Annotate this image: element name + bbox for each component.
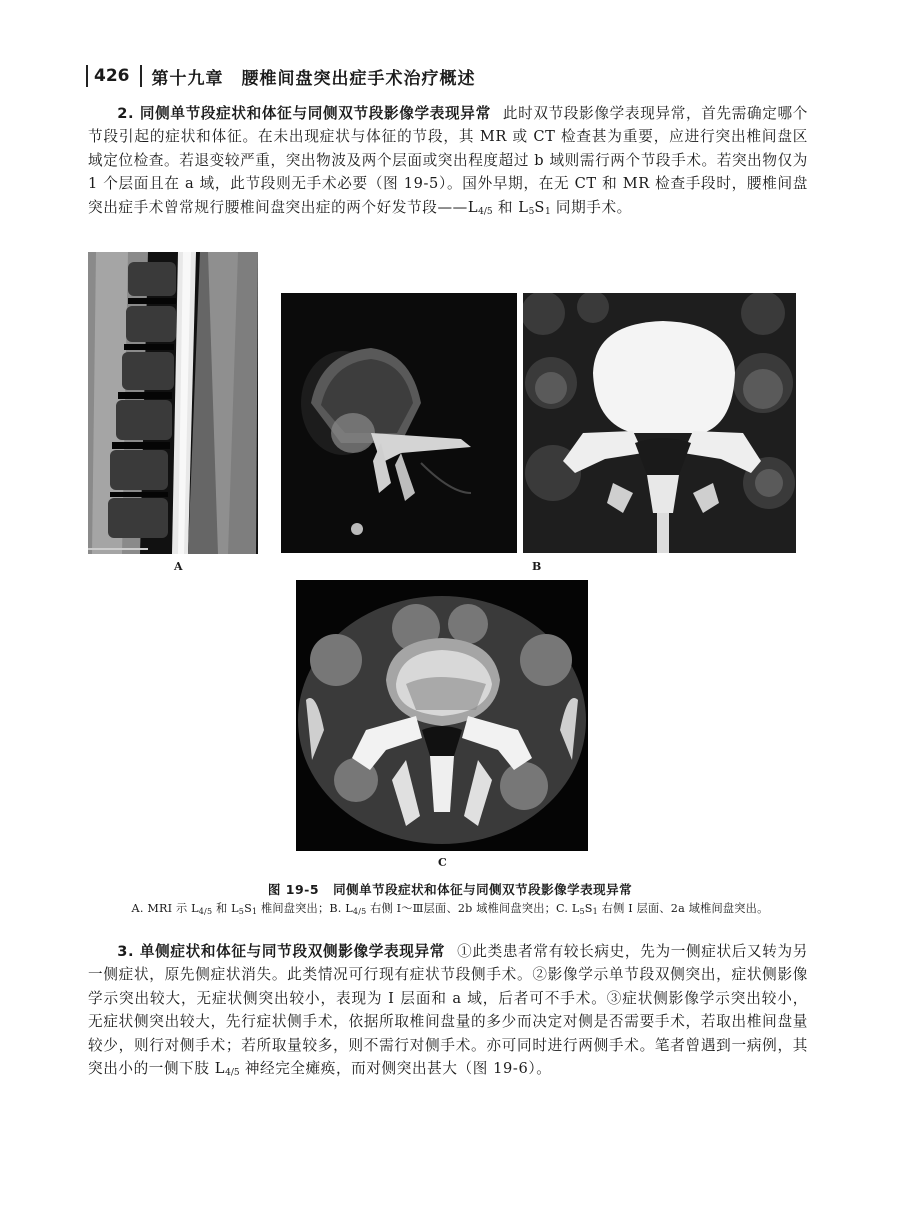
caption-text: 和 L bbox=[212, 902, 239, 915]
paragraph-2-text: 神经完全瘫痪，而对侧突出甚大（图 19-6）。 bbox=[239, 1060, 552, 1078]
paragraph-2-text: ①此类患者常有较长病史，先为一侧症状后又转为另一侧症状，原先侧症状消失。此类情况可行现有症状节段侧手术。②影像学示单节段双侧突出，症状侧影像学示突出较大，无症状侧突出较小，表现为 Ⅰ 层面和 a 域，后者可不手术。③症状侧影像学示突出较小，无症状侧突出较大，先行症状侧手术，依据所取椎间盘量的多少而决定对侧是否需要手术，若取出椎间盘量较少，则行对侧手术；若所取量较多，则不需行对侧手术。亦可同时进行两侧手术。笔者曾遇到一病例，其突出小的一侧下肢 L bbox=[88, 943, 808, 1078]
ct-axial-drawing-b1 bbox=[281, 293, 517, 553]
subscript: 1 bbox=[544, 206, 551, 217]
caption-text: S bbox=[584, 902, 593, 915]
paragraph-1 bbox=[88, 102, 808, 224]
figure-number: 图 19-5 bbox=[267, 882, 320, 897]
caption-text: A. MRI 示 L bbox=[131, 902, 199, 915]
figure-caption-title bbox=[0, 880, 900, 898]
ct-axial-image-c bbox=[296, 580, 588, 851]
paragraph-1-heading: 2. 同侧单节段症状和体征与同侧双节段影像学表现异常 bbox=[117, 105, 491, 122]
panel-label-c: C bbox=[438, 856, 447, 869]
running-header bbox=[86, 64, 476, 88]
paragraph-1-text: 和 L bbox=[492, 198, 529, 216]
ct-axial-image-b2 bbox=[523, 293, 796, 553]
subscript: 4/5 bbox=[225, 1068, 240, 1079]
paragraph-2 bbox=[88, 940, 808, 1085]
caption-text: 右侧 Ⅰ～Ⅲ层面、2b 域椎间盘突出；C. L bbox=[366, 902, 580, 915]
ct-axial-drawing-c bbox=[296, 580, 588, 851]
paragraph-1-text: S bbox=[534, 198, 545, 216]
chapter-title: 第十九章 腰椎间盘突出症手术治疗概述 bbox=[151, 68, 476, 89]
subscript: 4/5 bbox=[198, 907, 213, 916]
figure-title: 同侧单节段症状和体征与同侧双节段影像学表现异常 bbox=[333, 882, 633, 897]
caption-text: 右侧 Ⅰ 层面、2a 域椎间盘突出。 bbox=[597, 902, 769, 915]
subscript: 1 bbox=[251, 907, 258, 916]
caption-text: 椎间盘突出；B. L bbox=[257, 902, 353, 915]
page-number: 426 bbox=[94, 66, 130, 86]
paragraph-1-text: 同期手术。 bbox=[550, 198, 632, 216]
paragraph-2-heading: 3. 单侧症状和体征与同节段双侧影像学表现异常 bbox=[117, 943, 446, 960]
subscript: 5 bbox=[579, 907, 585, 916]
subscript: 1 bbox=[592, 907, 598, 916]
caption-text: S bbox=[244, 902, 252, 915]
panel-label-b: B bbox=[532, 560, 542, 573]
subscript: 5 bbox=[238, 907, 245, 916]
subscript: 4/5 bbox=[478, 206, 493, 217]
ct-axial-image-b1 bbox=[281, 293, 517, 553]
subscript: 4/5 bbox=[352, 907, 367, 916]
mri-sagittal-drawing bbox=[88, 252, 268, 554]
mri-sagittal-image bbox=[88, 252, 268, 554]
subscript: 5 bbox=[528, 206, 535, 217]
figure-caption-body bbox=[0, 900, 900, 916]
panel-label-a: A bbox=[174, 560, 183, 573]
ct-axial-drawing-b2 bbox=[523, 293, 796, 553]
paragraph-1-text: 此时双节段影像学表现异常，首先需确定哪个节段引起的症状和体征。在未出现症状与体征的节段，其 MR 或 CT 检查甚为重要，应进行突出椎间盘区域定位检查。若退变较严重，突出物波及两个层面或突出程度超过 b 域则需行两个节段手术。若突出物仅为 1 个层面且在 a 域，此节段则无手术必要（图 19-5）。国外早期，在无 CT 和 MR 检查手段时，腰椎间盘突出症手术曾常规行腰椎间盘突出症的两个好发节段——L bbox=[88, 105, 808, 216]
